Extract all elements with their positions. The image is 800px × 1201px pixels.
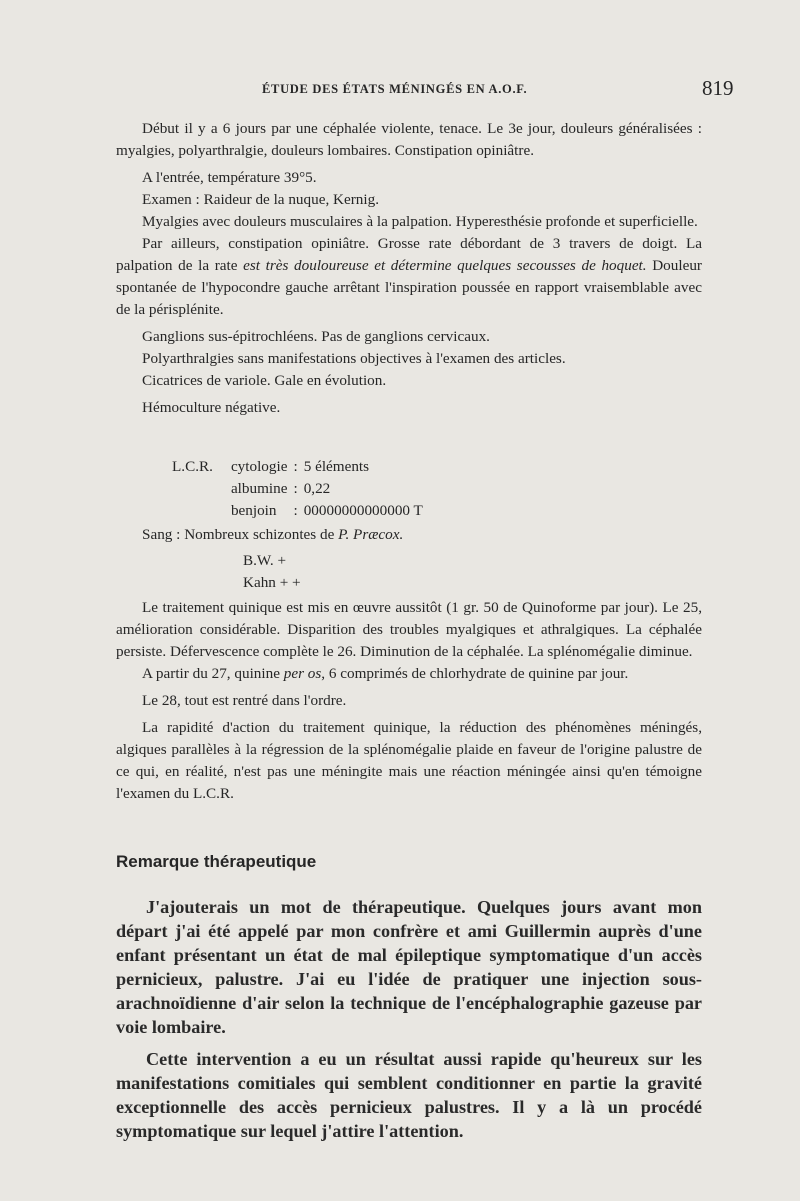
lcr-row-value: 5 éléments [303,458,370,475]
spleen-paragraph [116,233,702,321]
lcr-row-sep: : [293,480,298,497]
lcr-row-name: cytologie [230,458,288,475]
lcr-row [172,456,429,478]
lcr-row-value: 00000000000000 T [303,502,423,519]
remark-paragraph-1: J'ajouterais un mot de thérapeutique. Quelques jours avant mon départ j'ai été appelé par mon confrère et ami Guillermin auprès d'une enfant présentant un état de mal épileptique symptomatique d'un accès pernicieux, palustre. J'ai eu l'idée de pratiquer une injection sous-arachnoïdienne d'air selon la technique de l'encéphalographie gazeuse par voie lombaire. [116,897,702,1037]
spleen-text-b: Douleur spontanée de l'hypocondre gauche arrêtant l'inspiration poussée en rapport vraisemblable avec de la périsplénite. [116,257,702,318]
treatment-p2-a: A partir du 27, quinine [142,665,284,682]
lcr-row-name: albumine [230,480,288,497]
polyarthralgies-line: Polyarthralgies sans manifestations objectives à l'examen des articles. [142,350,566,367]
myalgias-paragraph: Myalgies avec douleurs musculaires à la palpation. Hyperesthésie profonde et superficielle. [142,213,698,230]
exam-line: Examen : Raideur de la nuque, Kernig. [142,191,380,208]
section-heading: Remarque thérapeutique [116,852,317,871]
lcr-row [172,500,429,522]
lcr-row [172,478,429,500]
treatment-paragraph-2 [116,663,702,685]
onset-paragraph: Début il y a 6 jours par une céphalée violente, tenace. Le 3e jour, douleurs généralisées : myalgies, polyarthralgie, douleurs lombaires. Constipation opiniâtre. [116,120,702,159]
treatment-paragraph-3: Le 28, tout est rentré dans l'ordre. [142,692,347,709]
case-notes-block [116,118,702,419]
cicatrices-line: Cicatrices de variole. Gale en évolution. [142,372,387,389]
treatment-paragraph-1: Le traitement quinique est mis en œuvre aussitôt (1 gr. 50 de Quinoforme par jour). Le 25, amélioration considérable. Disparition des troubles myalgiques et athralgiques. La céphalée persiste. Défervescence complète le 26. Diminution de la céphalée. La splénomégalie diminue. [116,599,702,660]
page-number: 819 [702,76,734,100]
remark-block [116,895,702,1143]
lcr-row-name: benjoin [230,502,277,519]
bw-result: B.W. + [243,552,287,569]
lcr-row-sep: : [293,502,298,519]
hemoculture-line: Hémoculture négative. [142,399,281,416]
lcr-row-value: 0,22 [303,480,331,497]
spleen-text-a: Par ailleurs, constipation opiniâtre. Grosse rate débordant de 3 travers de doigt. La palpation de la rate [116,235,702,274]
remark-paragraph-2: Cette intervention a eu un résultat aussi rapide qu'heureux sur les manifestations comitiales qui semblent conditionner en partie la gravité exceptionnelle des accès pernicieux palustres. Il y a là un procédé symptomatique sur lequel j'attire l'attention. [116,1049,702,1141]
kahn-result: Kahn + + [243,574,301,591]
ganglions-line: Ganglions sus-épitrochléens. Pas de ganglions cervicaux. [142,328,490,345]
blood-text: Sang : Nombreux schizontes de [142,526,339,543]
lcr-label: L.C.R. [172,458,213,475]
lcr-results [172,456,429,522]
temperature-line: A l'entrée, température 39°5. [142,169,317,186]
treatment-p2-b: , 6 comprimés de chlorhydrate de quinine par jour. [321,665,629,682]
lcr-row-sep: : [293,458,298,475]
treatment-block [116,597,702,805]
running-head: ÉTUDE DES ÉTATS MÉNINGÉS EN A.O.F. [262,82,528,96]
treatment-paragraph-4: La rapidité d'action du traitement quinique, la réduction des phénomènes méningés, algiques parallèles à la régression de la splénomégalie plaide en faveur de l'origine palustre de ce qui, en réalité, n'est pas une méningite mais une réaction méningée ainsi qu'en témoigne l'examen du L.C.R. [116,719,702,802]
blood-line [116,524,702,546]
spleen-text-italic: est très douloureuse et détermine quelques secousses de hoquet. [243,257,647,274]
treatment-p2-italic: per os [283,665,322,682]
serology-block [243,550,301,594]
blood-species: P. Præcox. [338,526,404,543]
